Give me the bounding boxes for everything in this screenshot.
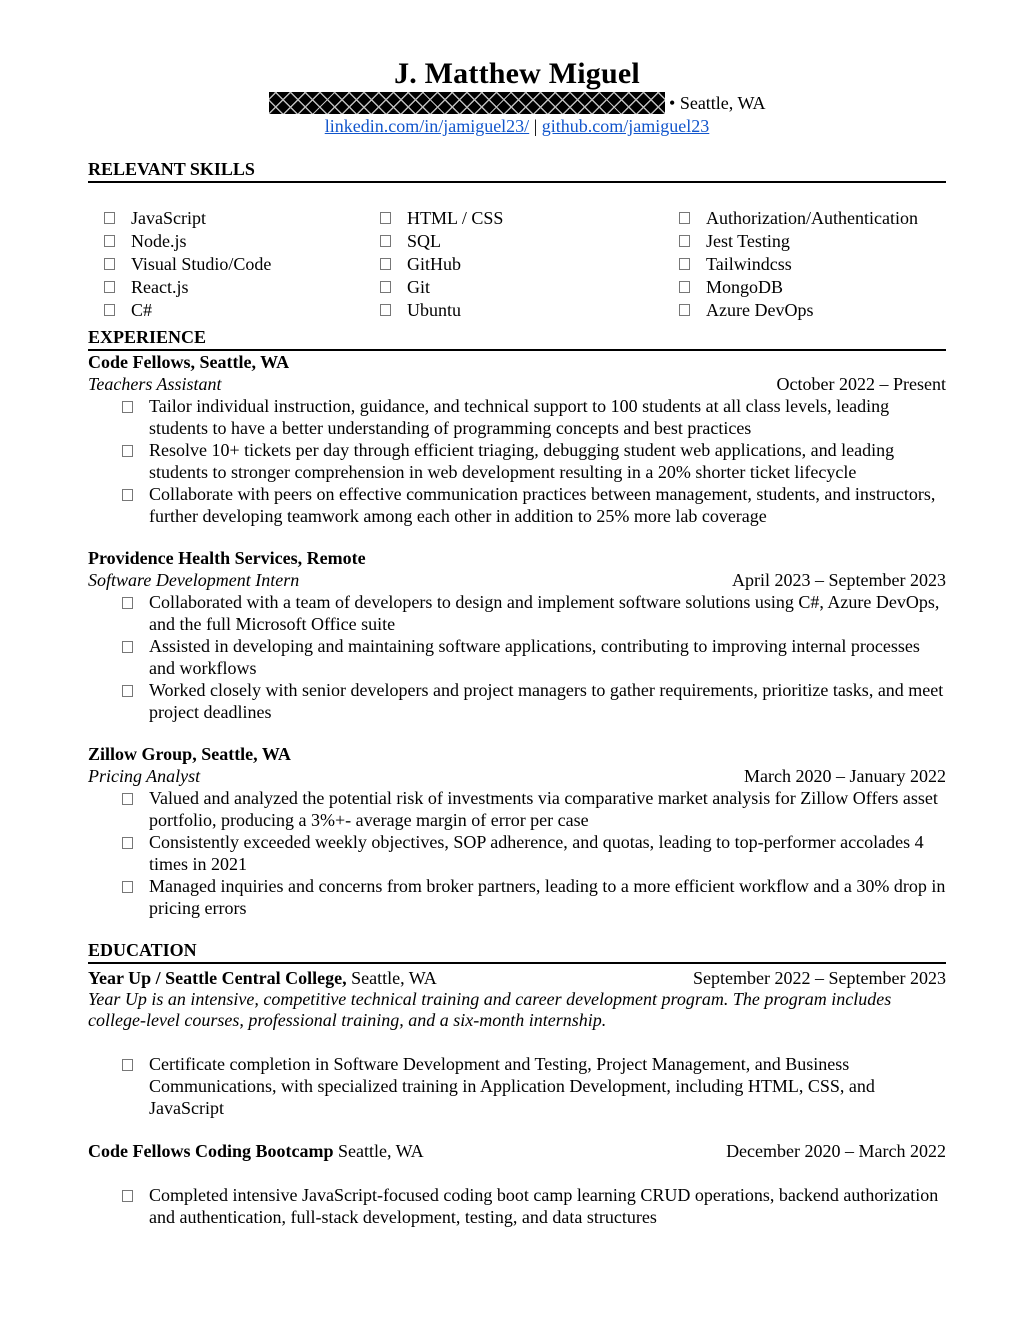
skill-item: HTML / CSS bbox=[380, 207, 503, 230]
job-role: Teachers Assistant bbox=[88, 374, 222, 394]
bullet-item: Assisted in developing and maintaining software applications, contributing to improving internal processes and workflows bbox=[88, 635, 946, 679]
education-dates: December 2020 – March 2022 bbox=[726, 1141, 946, 1161]
profile-links bbox=[88, 115, 946, 137]
job-dates: October 2022 – Present bbox=[776, 374, 946, 394]
checkbox-icon bbox=[679, 281, 690, 293]
skill-item: Jest Testing bbox=[679, 230, 918, 253]
checkbox-icon bbox=[122, 881, 133, 893]
education-head-row bbox=[88, 1140, 946, 1162]
checkbox-icon bbox=[122, 445, 133, 457]
education-head-row bbox=[88, 967, 946, 989]
education-bullets bbox=[88, 1053, 946, 1119]
job-company: Code Fellows, Seattle, WA bbox=[88, 352, 290, 372]
job-role: Software Development Intern bbox=[88, 570, 300, 590]
education-section-title: EDUCATION bbox=[88, 939, 946, 964]
link-separator: | bbox=[533, 116, 538, 136]
checkbox-icon bbox=[122, 837, 133, 849]
skill-item: Node.js bbox=[104, 230, 271, 253]
skills-column-2 bbox=[380, 207, 503, 322]
location-text: • Seattle, WA bbox=[669, 93, 766, 113]
job-entry bbox=[88, 351, 946, 527]
checkbox-icon bbox=[122, 1190, 133, 1202]
checkbox-icon bbox=[380, 304, 391, 316]
skill-item: GitHub bbox=[380, 253, 503, 276]
job-bullets bbox=[88, 787, 946, 919]
skill-item: React.js bbox=[104, 276, 271, 299]
checkbox-icon bbox=[122, 1059, 133, 1071]
checkbox-icon bbox=[679, 212, 690, 224]
skill-item: Ubuntu bbox=[380, 299, 503, 322]
checkbox-icon bbox=[104, 281, 115, 293]
checkbox-icon bbox=[380, 281, 391, 293]
bullet-item: Resolve 10+ tickets per day through efficient triaging, debugging student web applications, and leading students to stronger comprehension in web development resulting in a 20% shorter ticket lifecycle bbox=[88, 439, 946, 483]
skill-item: C# bbox=[104, 299, 271, 322]
skill-item: Tailwindcss bbox=[679, 253, 918, 276]
skill-item: Authorization/Authentication bbox=[679, 207, 918, 230]
job-bullets bbox=[88, 591, 946, 723]
skill-item: Azure DevOps bbox=[679, 299, 918, 322]
job-role: Pricing Analyst bbox=[88, 766, 201, 786]
bullet-item: Certificate completion in Software Development and Testing, Project Management, and Business Communications, with specialized training in Application Development, including HTML, CSS, and JavaScript bbox=[88, 1053, 946, 1119]
github-link[interactable]: github.com/jamiguel23 bbox=[541, 116, 710, 136]
skill-item: SQL bbox=[380, 230, 503, 253]
checkbox-icon bbox=[122, 641, 133, 653]
job-role-row bbox=[88, 569, 946, 591]
checkbox-icon bbox=[380, 258, 391, 270]
bullet-item: Worked closely with senior developers and project managers to gather requirements, prioritize tasks, and meet project deadlines bbox=[88, 679, 946, 723]
checkbox-icon bbox=[679, 235, 690, 247]
bullet-item: Valued and analyzed the potential risk of investments via comparative market analysis for Zillow Offers asset portfolio, producing a 3%+- average margin of error per case bbox=[88, 787, 946, 831]
bullet-item: Tailor individual instruction, guidance, and technical support to 100 students at all class levels, leading students to have a better understanding of programming concepts and best practices bbox=[88, 395, 946, 439]
checkbox-icon bbox=[122, 793, 133, 805]
skills-section-title: RELEVANT SKILLS bbox=[88, 158, 946, 183]
checkbox-icon bbox=[122, 685, 133, 697]
job-entry bbox=[88, 547, 946, 723]
resume-header bbox=[88, 56, 946, 137]
bullet-item: Completed intensive JavaScript-focused coding boot camp learning CRUD operations, backend authorization and authentication, full-stack development, testing, and data structures bbox=[88, 1184, 946, 1228]
bullet-item: Collaborate with peers on effective communication practices between management, students, and instructors, further developing teamwork among each other in addition to 25% more lab coverage bbox=[88, 483, 946, 527]
bullet-item: Managed inquiries and concerns from broker partners, leading to a more efficient workflow and a 30% drop in pricing errors bbox=[88, 875, 946, 919]
skill-item: Visual Studio/Code bbox=[104, 253, 271, 276]
experience-section-title: EXPERIENCE bbox=[88, 326, 946, 351]
skills-column-3 bbox=[679, 207, 918, 322]
linkedin-link[interactable]: linkedin.com/in/jamiguel23/ bbox=[324, 116, 530, 136]
checkbox-icon bbox=[679, 258, 690, 270]
education-entry bbox=[88, 967, 946, 1119]
education-description: Year Up is an intensive, competitive technical training and career development program. The program includes college-level courses, professional training, and a six-month internship. bbox=[88, 989, 892, 1030]
checkbox-icon bbox=[122, 489, 133, 501]
job-role-row bbox=[88, 765, 946, 787]
redacted-contact-block bbox=[269, 92, 665, 114]
education-school: Year Up / Seattle Central College, Seattle, WA bbox=[88, 968, 437, 988]
checkbox-icon bbox=[380, 235, 391, 247]
resume-page bbox=[88, 56, 946, 1228]
education-entry bbox=[88, 1140, 946, 1228]
skill-item: MongoDB bbox=[679, 276, 918, 299]
checkbox-icon bbox=[679, 304, 690, 316]
skills-grid bbox=[88, 207, 946, 323]
job-entry bbox=[88, 743, 946, 919]
education-school: Code Fellows Coding Bootcamp Seattle, WA bbox=[88, 1141, 424, 1161]
checkbox-icon bbox=[104, 212, 115, 224]
skill-item: JavaScript bbox=[104, 207, 271, 230]
candidate-name: J. Matthew Miguel bbox=[394, 57, 640, 90]
skill-item: Git bbox=[380, 276, 503, 299]
checkbox-icon bbox=[122, 597, 133, 609]
job-dates: April 2023 – September 2023 bbox=[732, 570, 946, 590]
job-bullets bbox=[88, 395, 946, 527]
bullet-item: Collaborated with a team of developers to design and implement software solutions using C#, Azure DevOps, and the full Microsoft Office suite bbox=[88, 591, 946, 635]
education-dates: September 2022 – September 2023 bbox=[693, 968, 946, 988]
job-company: Zillow Group, Seattle, WA bbox=[88, 744, 291, 764]
job-dates: March 2020 – January 2022 bbox=[744, 766, 946, 786]
checkbox-icon bbox=[104, 304, 115, 316]
checkbox-icon bbox=[122, 401, 133, 413]
skills-column-1 bbox=[104, 207, 271, 322]
education-bullets bbox=[88, 1184, 946, 1228]
checkbox-icon bbox=[104, 235, 115, 247]
checkbox-icon bbox=[104, 258, 115, 270]
bullet-item: Consistently exceeded weekly objectives, SOP adherence, and quotas, leading to top-performer accolades 4 times in 2021 bbox=[88, 831, 946, 875]
checkbox-icon bbox=[380, 212, 391, 224]
job-role-row bbox=[88, 373, 946, 395]
job-company: Providence Health Services, Remote bbox=[88, 548, 366, 568]
contact-line bbox=[88, 92, 946, 114]
